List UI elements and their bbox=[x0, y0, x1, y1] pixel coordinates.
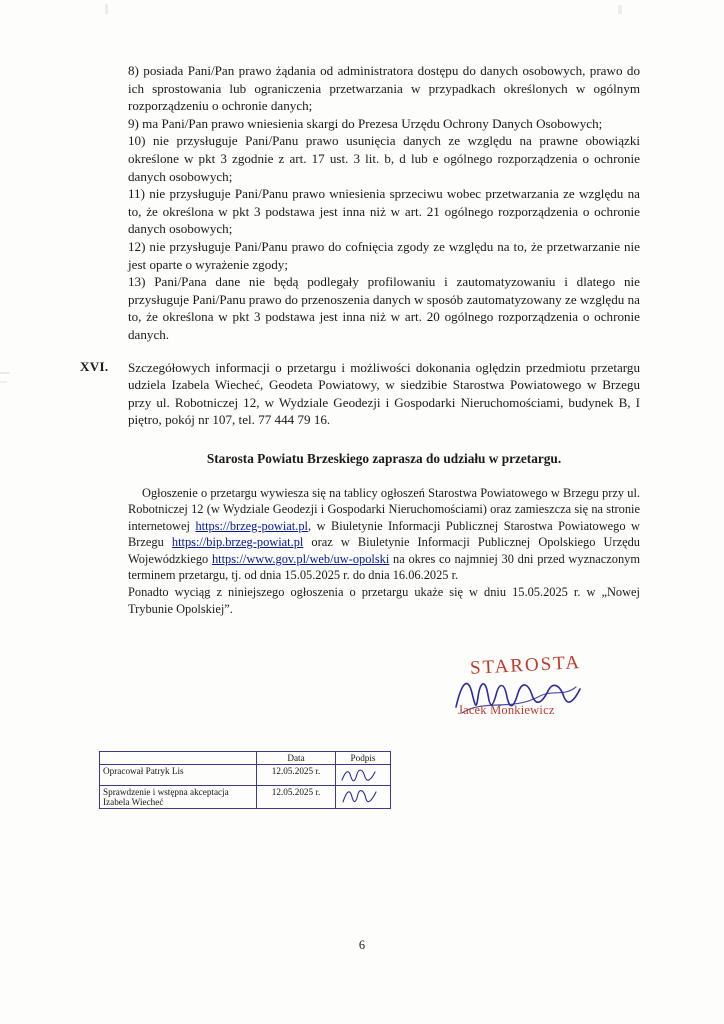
link-brzeg-powiat[interactable]: https://brzeg-powiat.pl bbox=[195, 518, 308, 533]
notice-part-3: oraz w Biuletynie Informacji Publicznej Opolskiego Urzędu Wojewódzkiego bbox=[128, 535, 640, 566]
document-body bbox=[80, 62, 640, 618]
clause-item: 12) nie przysługuje Pani/Panu prawo do cofnięcia zgody ze względu na to, że przetwarzanie nie jest oparte o wyrażenie zgody; bbox=[128, 238, 640, 272]
invitation-line: Starosta Powiatu Brzeskiego zaprasza do udziału w przetargu. bbox=[206, 450, 562, 466]
cell-description: Opracował Patryk Lis bbox=[100, 765, 257, 786]
approvals-table bbox=[99, 751, 391, 809]
table-row bbox=[100, 786, 391, 809]
publication-notice bbox=[128, 485, 640, 617]
link-bip-brzeg-powiat[interactable]: https://bip.brzeg-powiat.pl bbox=[171, 535, 304, 550]
initials-signature bbox=[339, 766, 379, 784]
section-xvi bbox=[80, 358, 640, 429]
rights-clauses-list bbox=[128, 62, 640, 344]
table-header-row bbox=[100, 752, 391, 765]
signature-title: STAROSTA bbox=[469, 652, 582, 679]
clause-item: 8) posiada Pani/Pan prawo żądania od administratora dostępu do danych osobowych, prawo do ich sprostowania lub ograniczenia przetwarzania w przypadkach określonych w ogólnym rozporządzeniu o ochronie danych; bbox=[128, 63, 640, 114]
clause-item: 11) nie przysługuje Pani/Panu prawo wniesienia sprzeciwu wobec przetwarzania ze względu na to, że określona w pkt 3 podstawa jest inna niż w art. 21 ogólnego rozporządzenia o ochronie danych osobowych; bbox=[128, 186, 640, 237]
scan-artifact bbox=[0, 381, 7, 383]
cell-date: 12.05.2025 r. bbox=[257, 786, 336, 809]
cell-date: 12.05.2025 r. bbox=[257, 765, 336, 786]
initials-signature bbox=[339, 787, 379, 805]
table-row bbox=[100, 765, 391, 786]
signature-name: Jacek Monkiewicz bbox=[458, 703, 555, 717]
header-date: Data bbox=[257, 752, 336, 765]
scan-artifact bbox=[105, 4, 108, 14]
scan-artifact bbox=[618, 5, 622, 14]
cell-signature bbox=[336, 786, 391, 809]
cell-signature bbox=[336, 765, 391, 786]
notice-part-4: na okres co najmniej 30 dni przed wyznaczonym terminem przetargu, tj. od dnia 15.05.2025 r. do dnia 16.06.2025 r. bbox=[128, 551, 640, 582]
notice-part-2: , w Biuletynie Informacji Publicznej Starostwa Powiatowego w Brzegu bbox=[128, 518, 640, 550]
notice-part-1: Ogłoszenie o przetargu wywiesza się na tablicy ogłoszeń Starostwa Powiatowego w Brzegu przy ul. Robotniczej 12 (w Wydziale Geodezji i Gospodarki Nieruchomościami) oraz zamieszcza się na stronie internetowej bbox=[128, 485, 640, 533]
header-signature: Podpis bbox=[336, 752, 391, 765]
link-gov-uw-opolski[interactable]: https://www.gov.pl/web/uw-opolski bbox=[211, 551, 390, 566]
page-number: 6 bbox=[358, 938, 366, 952]
scan-artifact bbox=[0, 372, 10, 374]
signature-block bbox=[452, 652, 622, 735]
header-description bbox=[100, 752, 257, 765]
clause-item: 10) nie przysługuje Pani/Panu prawo usunięcia danych ze względu na prawne obowiązki określone w pkt 3 zgodnie z art. 17 ust. 3 lit. b, d lub e ogólnego rozporządzenia o ochronie danych osobowych; bbox=[128, 133, 640, 184]
cell-description: Sprawdzenie i wstępna akceptacja Izabela Wiecheć bbox=[100, 786, 257, 809]
notice-paragraph-extra: Ponadto wyciąg z niniejszego ogłoszenia o przetargu ukaże się w dniu 15.05.2025 r. w „Nowej Trybunie Opolskiej”. bbox=[128, 585, 640, 616]
clause-item: 13) Pani/Pana dane nie będą podlegały profilowaniu i zautomatyzowaniu i dlatego nie przysługuje Pani/Panu prawo do przenoszenia danych w sposób zautomatyzowany ze względu na to, że określona w pkt 3 podstawa jest inna niż w art. 20 ogólnego rozporządzenia o ochronie danych. bbox=[128, 274, 640, 342]
section-xvi-text: Szczegółowych informacji o przetargu i możliwości dokonania oględzin przedmiotu przetargu udziela Izabela Wiecheć, Geodeta Powiatowy, w siedzibie Starostwa Powiatowego w Brzegu przy ul. Robotniczej 12, w Wydziale Geodezji i Gospodarki Nieruchomościami, budynek B, I piętro, pokój nr 107, tel. 77 444 79 16. bbox=[128, 359, 640, 428]
notice-paragraph bbox=[128, 485, 640, 583]
clause-item: 9) ma Pani/Pan prawo wniesienia skargi do Prezesa Urzędu Ochrony Danych Osobowych; bbox=[128, 115, 603, 131]
section-xvi-numeral: XVI. bbox=[80, 358, 109, 374]
